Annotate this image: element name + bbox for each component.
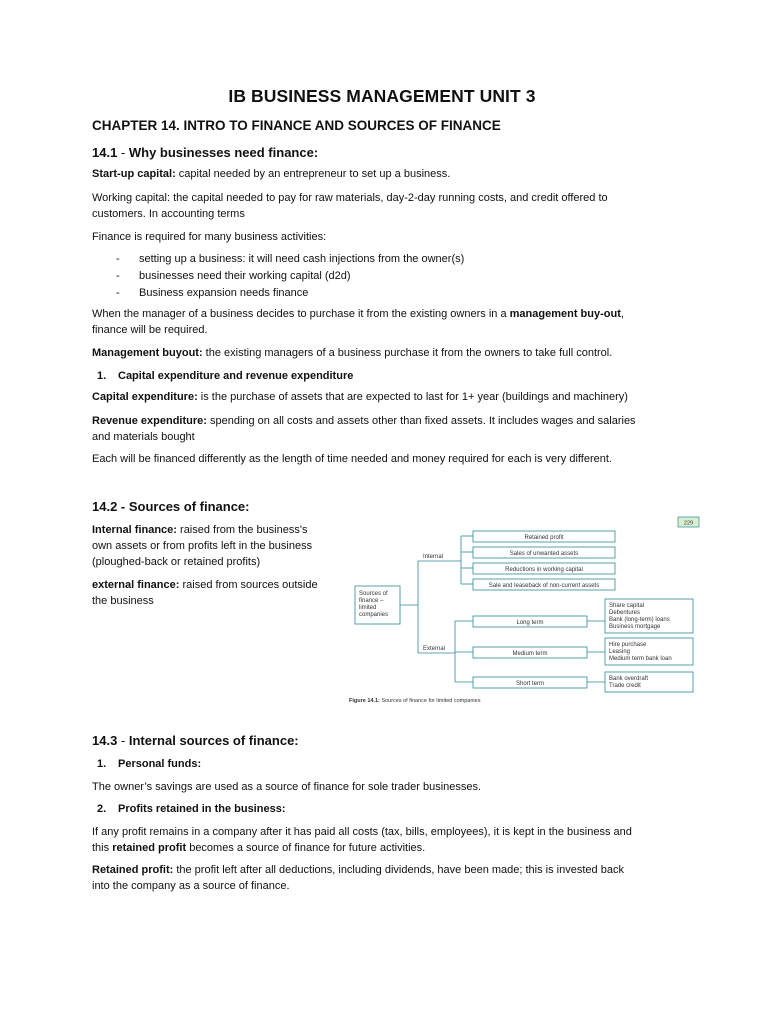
item-number: 2. [97,803,107,815]
section-14-2-heading: 14.2 - Sources of finance: [92,499,250,514]
definition-text: the existing managers of a business purchase it from the owners to take full control. [202,347,613,359]
numbered-item-1 [97,756,202,772]
each-financed-paragraph: Each will be financed differently as the length of time needed and money required for each is very different. [92,453,612,465]
section-14-3-heading: 14.3 - Internal sources of finance: [92,733,299,748]
revenue-expenditure-line-2: and materials bought [92,431,195,443]
bullet-item [116,251,465,267]
detail-box [605,672,693,692]
term-label: Management buyout: [92,347,203,359]
detail-text: Medium term bank loan [609,656,672,662]
internal-item-text: Retained profit [524,535,564,541]
item-text: Personal funds: [118,758,202,770]
chapter-heading: CHAPTER 14. INTRO TO FINANCE AND SOURCES OF FINANCE [92,118,501,133]
numbered-item-2 [97,801,286,817]
mbo-paragraph-line-1: When the manager of a business decides to purchase it from the existing owners in a management buy-out, [92,308,624,320]
detail-text: Debentures [609,610,641,616]
bullet-text: Business expansion needs finance [139,287,309,299]
finance-tree-diagram [343,514,703,708]
definition-text: capital needed by an entrepreneur to set up a business. [175,168,451,180]
internal-finance-line-1: Internal finance: raised from the business's [92,524,308,536]
external-finance-line-2: the business [92,595,154,607]
term-emphasis: retained profit [112,842,187,854]
term-text: Medium term [512,651,548,657]
term-label: Revenue expenditure: [92,415,207,427]
bullet-item [116,268,351,284]
retained-profit-definition-line-2: into the company as a source of finance. [92,880,290,892]
bullet-text: setting up a business: it will need cash injections from the owner(s) [139,253,465,265]
internal-finance-line-2: own assets or from profits left in the business [92,540,313,552]
working-capital-line-1: Working capital: the capital needed to pay for raw materials, day-2-day running costs, and credit offered to [92,192,608,204]
term-text: Long term [516,620,544,626]
term-emphasis: management buy-out [509,308,621,320]
section-14-1-heading [92,145,318,160]
personal-funds-paragraph: The owner’s savings are used as a source of finance for sole trader businesses. [92,781,482,793]
external-finance-line-1: external finance: raised from sources outside [92,579,318,591]
finance-required-paragraph: Finance is required for many business activities: [92,231,327,243]
bullet-dash: - [116,270,120,282]
retained-profit-definition [92,862,672,878]
revenue-expenditure-line-1 [92,413,672,429]
detail-text: Hire purchase [609,642,647,648]
bullet-dash: - [116,253,120,265]
internal-item-text: Sales of unwanted assets [509,551,579,557]
internal-label: Internal [423,554,444,560]
detail-text: Share capital [609,603,645,609]
retained-paragraph-line-1: If any profit remains in a company after it has paid all costs (tax, bills, employees), it is kept in the business and [92,826,632,838]
root-label-line: finance – [359,598,384,604]
bullet-item [116,285,309,301]
document-title: IB BUSINESS MANAGEMENT UNIT 3 [228,86,536,106]
internal-item-text: Reductions in working capital [505,567,583,573]
root-label-line: Sources of [359,591,388,597]
item-number: 1. [97,758,107,770]
detail-text: Business mortgage [609,624,661,630]
item-text: Profits retained in the business: [118,803,286,815]
sources-of-finance-figure [343,514,703,708]
item-number: 1. [97,370,107,382]
item-text: Capital expenditure and revenue expenditure [118,370,354,382]
term-label: Capital expenditure: [92,391,198,403]
internal-item-text: Sale and leaseback of non-current assets [488,583,600,589]
definition-text: spending on all costs and assets other than fixed assets. It includes wages and salaries [206,415,636,427]
term-text: Short term [515,681,545,687]
internal-finance-line-3: (ploughed-back or retained profits) [92,556,261,568]
bullet-text: businesses need their working capital (d2d) [139,270,351,282]
term-label: Internal finance: [92,524,177,536]
term-label: Retained profit: [92,864,174,876]
detail-text: Bank (long-term) loans [609,617,670,623]
external-label: External [423,646,446,652]
numbered-item-1 [97,368,354,384]
separator: - [117,145,129,160]
startup-capital-paragraph [92,166,672,182]
section-number: 14.1 [92,145,118,160]
retained-paragraph-line-2: this retained profit becomes a source of finance for future activities. [92,842,426,854]
detail-text: Leasing [609,649,631,655]
term-label: external finance: [92,579,180,591]
figure-caption: Figure 14.1: Sources of finance for limited companies [349,698,481,704]
section-title: Why businesses need finance: [128,145,319,160]
bullet-dash: - [116,287,120,299]
root-label-line: companies [359,612,389,618]
root-label-line: limited [359,605,377,611]
detail-text: Trade credit [609,683,641,689]
capital-expenditure-definition [92,389,672,405]
management-buyout-definition [92,345,672,361]
term-label: Start-up capital: [92,168,176,180]
working-capital-line-2: customers. In accounting terms [92,208,245,220]
detail-text: Bank overdraft [609,676,649,682]
page-badge-text: 229 [683,520,694,527]
mbo-paragraph-line-2: finance will be required. [92,324,208,336]
definition-text: is the purchase of assets that are expected to last for 1+ year (buildings and machinery) [197,391,628,403]
definition-text: the profit left after all deductions, including dividends, have been made; this is invested back [173,864,624,876]
